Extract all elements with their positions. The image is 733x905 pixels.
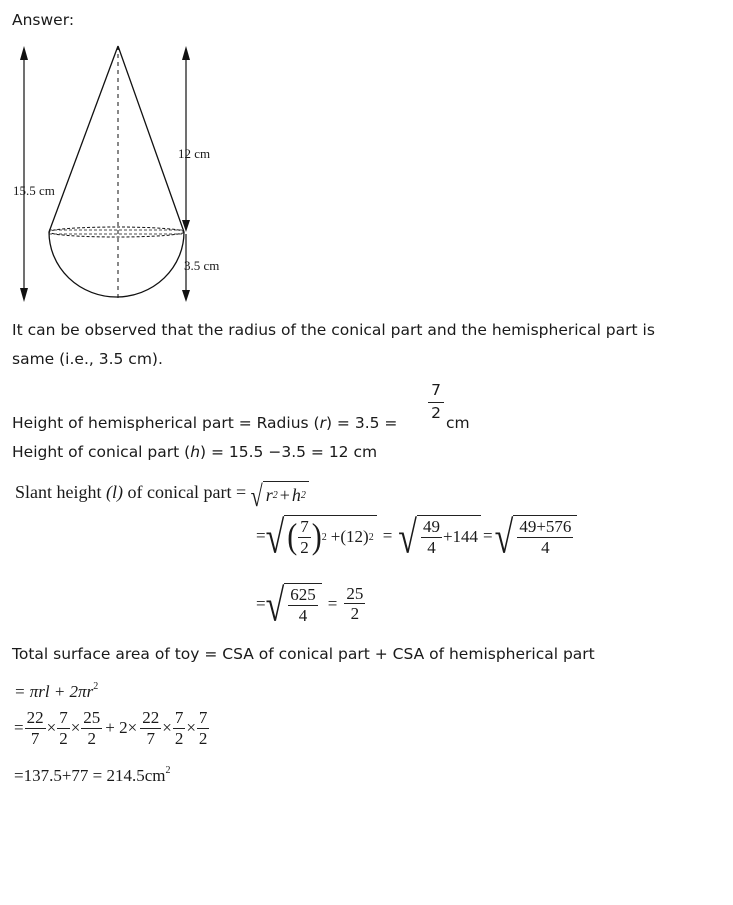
hemi-height-line-text: Height of hemispherical part = Radius (r) = 3.5 = [12, 414, 398, 432]
slant-step-3: = √ $\frac{625}{4}$ = $\frac{25}{2}$ [256, 581, 364, 632]
arrow-down-icon [20, 288, 28, 302]
slant-step-2: = √ ( $\frac{7}{2}$ ) 2 + (12) 2 = √ $\frac{49}{4}$ +144 = √ $\frac{49+576}{4}$ [256, 515, 577, 557]
hemi-height-unit: cm [446, 414, 470, 432]
tsa-step-2: = $\frac{22}{7}$ × $\frac{7}{2}$ × $\frac{25}{2}$ + 2× $\frac{22}{7}$ × $\frac{7}{2}$ × $\frac{7}{2}$ [14, 708, 208, 748]
tsa-line: Total surface area of toy = CSA of conical part + CSA of hemispherical part [12, 645, 595, 663]
slant-height-label: Slant height (l) of conical part = √ r 2 + h 2 [15, 481, 309, 507]
arrow-down-icon [182, 290, 190, 302]
base-ellipse [49, 227, 184, 237]
observation-line-1: It can be observed that the radius of the conical part and the hemispherical part is [12, 321, 655, 339]
tsa-final: $=137.5+77 = 214.5cm^2$ [14, 765, 171, 785]
label-hemi-height: 3.5 cm [184, 258, 220, 273]
arrow-up-icon [182, 46, 190, 60]
hemisphere-arc [49, 232, 184, 297]
slant-root: √ r 2 + h 2 [251, 481, 309, 507]
label-cone-height: 12 cm [178, 146, 211, 161]
arrow-up-icon [20, 46, 28, 60]
cone-right-edge [118, 46, 184, 232]
answer-label: Answer: [12, 11, 75, 29]
cone-height-line-text: Height of conical part (h) = 15.5 −3.5 = 12 cm [12, 443, 378, 461]
cone-left-edge [49, 46, 118, 232]
label-total-height: 15.5 cm [13, 183, 55, 198]
hemi-fraction: 7 2 [428, 382, 444, 422]
tsa-formula: = $\pi rl + 2\pi r^2$ [14, 681, 99, 701]
observation-line-2: same (i.e., 3.5 cm). [12, 350, 163, 368]
